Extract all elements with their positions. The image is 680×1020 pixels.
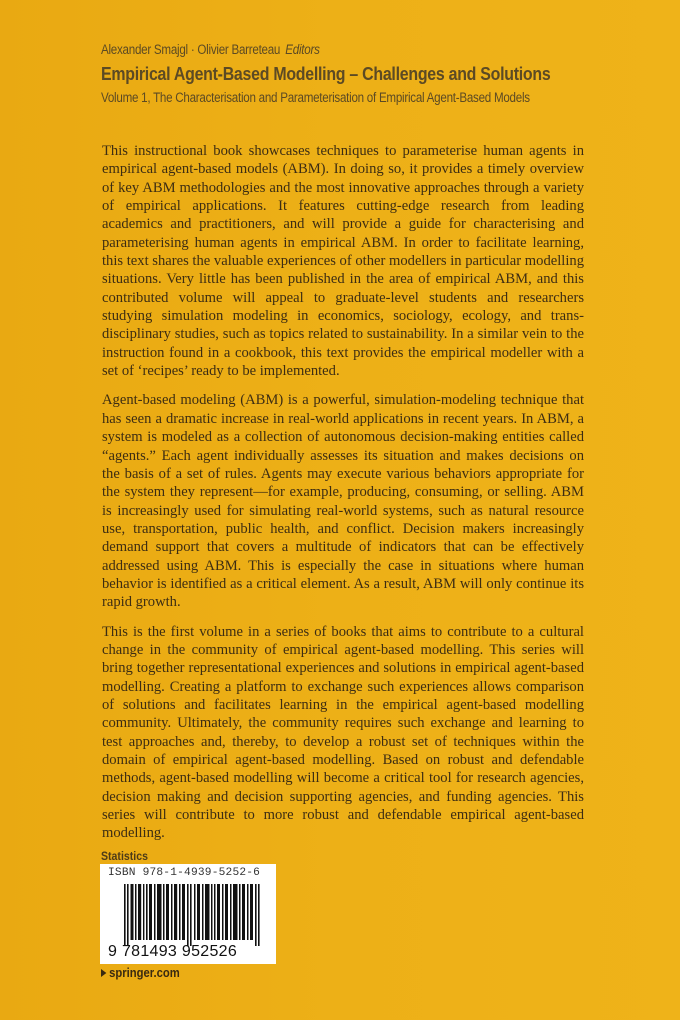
cover-header (101, 40, 661, 108)
editors-names: Alexander Smajgl · Olivier Barreteau (101, 42, 281, 57)
publisher-website[interactable]: springer.com (109, 966, 180, 980)
editors-role: Editors (285, 42, 320, 57)
publisher-link[interactable] (101, 966, 180, 980)
barcode-icon (124, 884, 260, 946)
book-title: Empirical Agent-Based Modelling – Challenges and Solutions (101, 63, 551, 84)
isbn-barcode (100, 864, 276, 964)
book-subtitle: Volume 1, The Characterisation and Parameterisation of Empirical Agent-Based Models (101, 90, 530, 105)
ean-digits: 9 781493 952526 (108, 943, 238, 960)
blurb (102, 142, 584, 854)
isbn-number: ISBN 978-1-4939-5252-6 (108, 867, 261, 879)
play-arrow-icon (101, 969, 106, 977)
blurb-paragraph-3: This is the first volume in a series of books that aims to contribute to a cultural change in the community of empirical agent-based modelling. This series will bring together representational experiences and solutions in empirical agent-based modelling. Creating a platform to exchange such experiences allows comparison of solutions and facilitates learning in the empirical agent-based modelling community. Ultimately, the community requires such exchange and learning to test approaches and, thereby, to develop a robust set of techniques within the domain of empirical agent-based modelling. Based on robust and defendable methods, agent-based modelling will become a critical tool for research agencies, decision making and decision supporting agencies, and funding agencies. This series will contribute to more robust and defendable empirical agent-based modelling. (102, 623, 584, 842)
editors-line (101, 40, 583, 60)
blurb-paragraph-2: Agent-based modeling (ABM) is a powerful, simulation-modeling technique that has seen a dramatic increase in real-world applications in recent years. In ABM, a system is modeled as a collection of autonomous decision-making entities called “agents.” Each agent individually assesses its situation and makes decisions on the basis of a set of rules. Agents may execute various behaviors appropriate for the system they represent—for example, producing, consuming, or selling. ABM is increasingly used for simulating real-world systems, such as natural resource use, transportation, public health, and conflict. Decision makers increasingly demand support that covers a multitude of indicators that can be effectively addressed using ABM. This is especially the case in situations where human behavior is identified as a critical element. As a result, ABM will only continue its rapid growth. (102, 392, 584, 611)
blurb-paragraph-1: This instructional book showcases techniques to parameterise human agents in empirical agent-based models (ABM). In doing so, it provides a timely overview of key ABM methodologies and the most innovative approaches through a variety of empirical applications. It features cutting-edge research from leading academics and practitioners, and will provide a guide for characterising and parameterising human agents in empirical ABM. In order to facilitate learning, this text shares the valuable experiences of other modellers in particular modelling situations. Very little has been published in the area of empirical ABM, and this contributed volume will appeal to graduate-level students and researchers studying simulation modeling in economics, sociology, ecology, and trans-disciplinary studies, such as topics related to sustainability. In a similar vein to the instruction found in a cookbook, this text provides the empirical modeller with a set of ‘recipes’ ready to be implemented. (102, 143, 584, 380)
subject-category: Statistics (101, 849, 148, 863)
